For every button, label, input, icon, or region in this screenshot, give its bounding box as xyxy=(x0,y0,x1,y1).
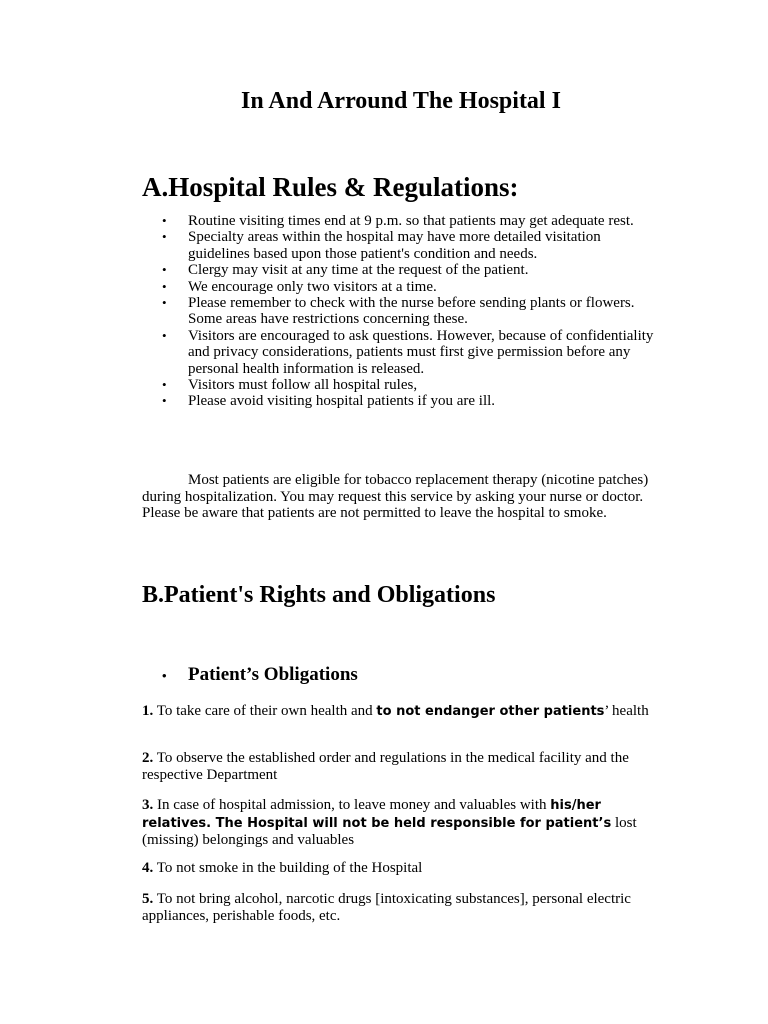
obligation-number: 3. xyxy=(142,797,154,813)
obligation-text: To not bring alcohol, narcotic drugs [intoxicating substances], personal electric appliances, perishable foods, etc. xyxy=(142,891,631,924)
tobacco-paragraph: Most patients are eligible for tobacco replacement therapy (nicotine patches) during hospitalization. You may request this service by asking your nurse or doctor. Please be aware that patients are not permitted to leave the hospital to smoke. xyxy=(142,472,649,522)
obligation-emphasis: his/her relatives. The Hospital will not be held responsible for patient’s xyxy=(142,798,612,831)
obligation-item-1 xyxy=(142,703,672,721)
page-title: In And Arround The Hospital I xyxy=(241,88,561,114)
list-item: • Visitors are encouraged to ask questions. However, because of confidentiality and privacy considerations, patients must first give permission before any personal health information is released. xyxy=(142,328,662,377)
list-item: • Specialty areas within the hospital may have more detailed visitation guidelines based upon those patient's condition and needs. xyxy=(142,229,662,262)
obligation-number: 4. xyxy=(142,860,154,876)
obligation-tail: ’ health xyxy=(604,703,649,719)
obligation-number: 1. xyxy=(142,703,154,719)
obligation-text: In case of hospital admission, to leave money and valuables with xyxy=(153,797,551,813)
section-b-heading: B.Patient's Rights and Obligations xyxy=(142,582,496,608)
obligation-item-4 xyxy=(142,860,672,877)
obligation-text: To not smoke in the building of the Hospital xyxy=(153,860,423,876)
rules-list xyxy=(142,213,662,410)
obligations-subheading xyxy=(142,662,358,689)
obligation-number: 2. xyxy=(142,750,154,766)
obligation-number: 5. xyxy=(142,891,154,907)
section-a-heading: A.Hospital Rules & Regulations: xyxy=(142,172,519,202)
list-item: • Visitors must follow all hospital rules, xyxy=(142,377,662,393)
list-item: • Routine visiting times end at 9 p.m. so that patients may get adequate rest. xyxy=(142,213,662,229)
obligations-subheading-text: Patient’s Obligations xyxy=(188,664,358,685)
obligation-item-2 xyxy=(142,750,672,783)
list-item: • Clergy may visit at any time at the request of the patient. xyxy=(142,262,662,278)
obligation-tail: lost (missing) belongings and valuables xyxy=(142,814,637,849)
obligation-item-5 xyxy=(142,891,672,924)
list-item: • Please avoid visiting hospital patients if you are ill. xyxy=(142,393,662,409)
obligation-text: To take care of their own health and xyxy=(153,703,377,719)
obligation-item-3 xyxy=(142,797,672,849)
list-item: • Please remember to check with the nurse before sending plants or flowers. Some areas have restrictions concerning these. xyxy=(142,295,662,328)
bullet-icon: • xyxy=(162,667,167,683)
list-item: • We encourage only two visitors at a time. xyxy=(142,279,662,295)
obligation-text: To observe the established order and regulations in the medical facility and the respective Department xyxy=(142,750,629,783)
obligation-emphasis: to not endanger other patients xyxy=(376,704,605,719)
